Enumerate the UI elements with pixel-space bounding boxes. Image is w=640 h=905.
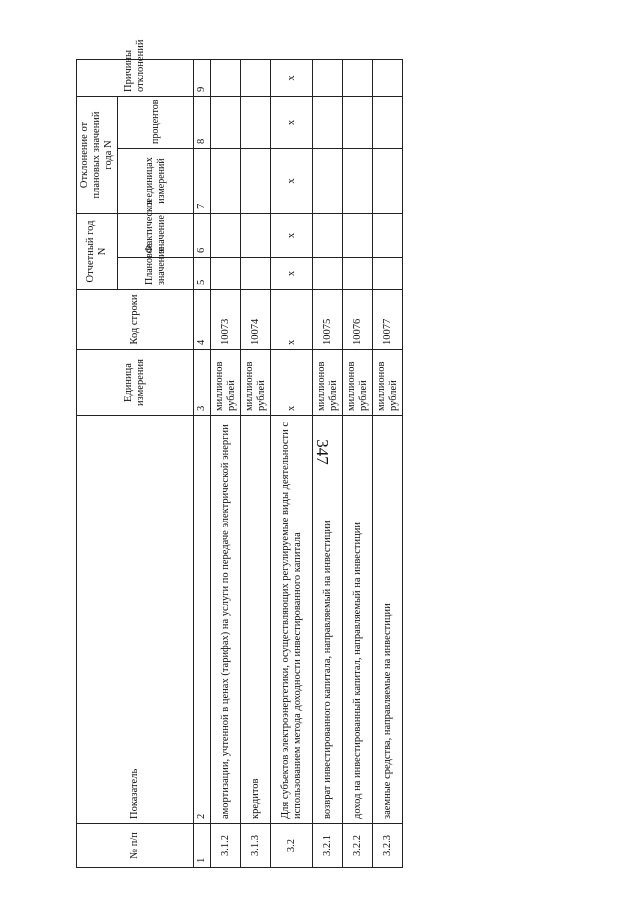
header-fact: Фактическое значение [118, 213, 194, 257]
row-plan [241, 258, 271, 290]
row-deviation-units [211, 148, 241, 213]
table-row [241, 59, 271, 867]
row-number: 3.2 [271, 824, 313, 868]
column-number: 8 [194, 96, 211, 148]
table-row [343, 59, 373, 867]
header-reporting-year: Отчетный год N [77, 213, 118, 289]
row-unit: миллионов рублей [313, 350, 343, 416]
row-unit: миллионов рублей [343, 350, 373, 416]
row-deviation-units: x [271, 148, 313, 213]
row-deviation-percent [241, 96, 271, 148]
table-row [211, 59, 241, 867]
row-reason [313, 59, 343, 96]
row-indicator: кредитов [241, 416, 271, 824]
row-deviation-units [313, 148, 343, 213]
header-deviation-units: в единицах измерений [118, 148, 194, 213]
header-number: № п/п [77, 824, 194, 868]
row-indicator: доход на инвестированный капитал, направляемый на инвестиции [343, 416, 373, 824]
table-row [271, 59, 313, 867]
row-fact [343, 213, 373, 257]
row-reason [373, 59, 403, 96]
row-plan [313, 258, 343, 290]
row-code: 10077 [373, 290, 403, 350]
row-plan [211, 258, 241, 290]
row-deviation-percent [313, 96, 343, 148]
row-deviation-percent [343, 96, 373, 148]
row-deviation-percent [373, 96, 403, 148]
row-reason [343, 59, 373, 96]
row-deviation-units [343, 148, 373, 213]
row-deviation-units [241, 148, 271, 213]
row-reason [241, 59, 271, 96]
header-unit: Единица измерения [77, 350, 194, 416]
row-unit: x [271, 350, 313, 416]
column-number: 9 [194, 59, 211, 96]
row-reason [211, 59, 241, 96]
row-fact [373, 213, 403, 257]
row-code: 10074 [241, 290, 271, 350]
row-deviation-percent: x [271, 96, 313, 148]
header-reason: Причины отклонений [77, 59, 194, 96]
header-indicator: Показатель [77, 416, 194, 824]
column-number: 7 [194, 148, 211, 213]
row-unit: миллионов рублей [373, 350, 403, 416]
row-number: 3.2.1 [313, 824, 343, 868]
row-number: 3.1.2 [211, 824, 241, 868]
row-unit: миллионов рублей [241, 350, 271, 416]
row-code: 10076 [343, 290, 373, 350]
row-plan [343, 258, 373, 290]
row-number: 3.2.3 [373, 824, 403, 868]
row-code: 10075 [313, 290, 343, 350]
header-code: Код строки [77, 290, 194, 350]
column-number: 3 [194, 350, 211, 416]
row-unit: миллионов рублей [211, 350, 241, 416]
row-indicator: возврат инвестированного капитала, направляемый на инвестиции [313, 416, 343, 824]
header-deviation: Отклонение от плановых значений года N [77, 96, 118, 213]
row-fact [241, 213, 271, 257]
page-number: 347 [313, 439, 332, 465]
row-plan: x [271, 258, 313, 290]
row-code: x [271, 290, 313, 350]
row-fact: x [271, 213, 313, 257]
row-plan [373, 258, 403, 290]
row-number: 3.2.2 [343, 824, 373, 868]
row-indicator: Для субъектов электроэнергетики, осуществляющих регулируемые виды деятельности с использованием метода доходности инвестированного капитала [271, 416, 313, 824]
row-indicator: амортизации, учтенной в ценах (тарифах) на услуги по передаче электрической энергии [211, 416, 241, 824]
column-number-row [194, 59, 211, 867]
table-row [373, 59, 403, 867]
report-table [76, 39, 403, 868]
header-row-top [77, 59, 118, 867]
row-number: 3.1.3 [241, 824, 271, 868]
row-deviation-percent [211, 96, 241, 148]
column-number: 5 [194, 258, 211, 290]
row-reason: x [271, 59, 313, 96]
row-indicator: заемные средства, направляемые на инвестиции [373, 416, 403, 824]
row-deviation-units [373, 148, 403, 213]
row-code: 10073 [211, 290, 241, 350]
column-number: 2 [194, 416, 211, 824]
row-fact [211, 213, 241, 257]
column-number: 1 [194, 824, 211, 868]
column-number: 4 [194, 290, 211, 350]
column-number: 6 [194, 213, 211, 257]
header-plan: Плановое значение [118, 258, 194, 290]
header-deviation-percent: процентов [118, 96, 194, 148]
row-fact [313, 213, 343, 257]
table-row [313, 59, 343, 867]
rotated-report-table-wrapper [76, 39, 403, 868]
